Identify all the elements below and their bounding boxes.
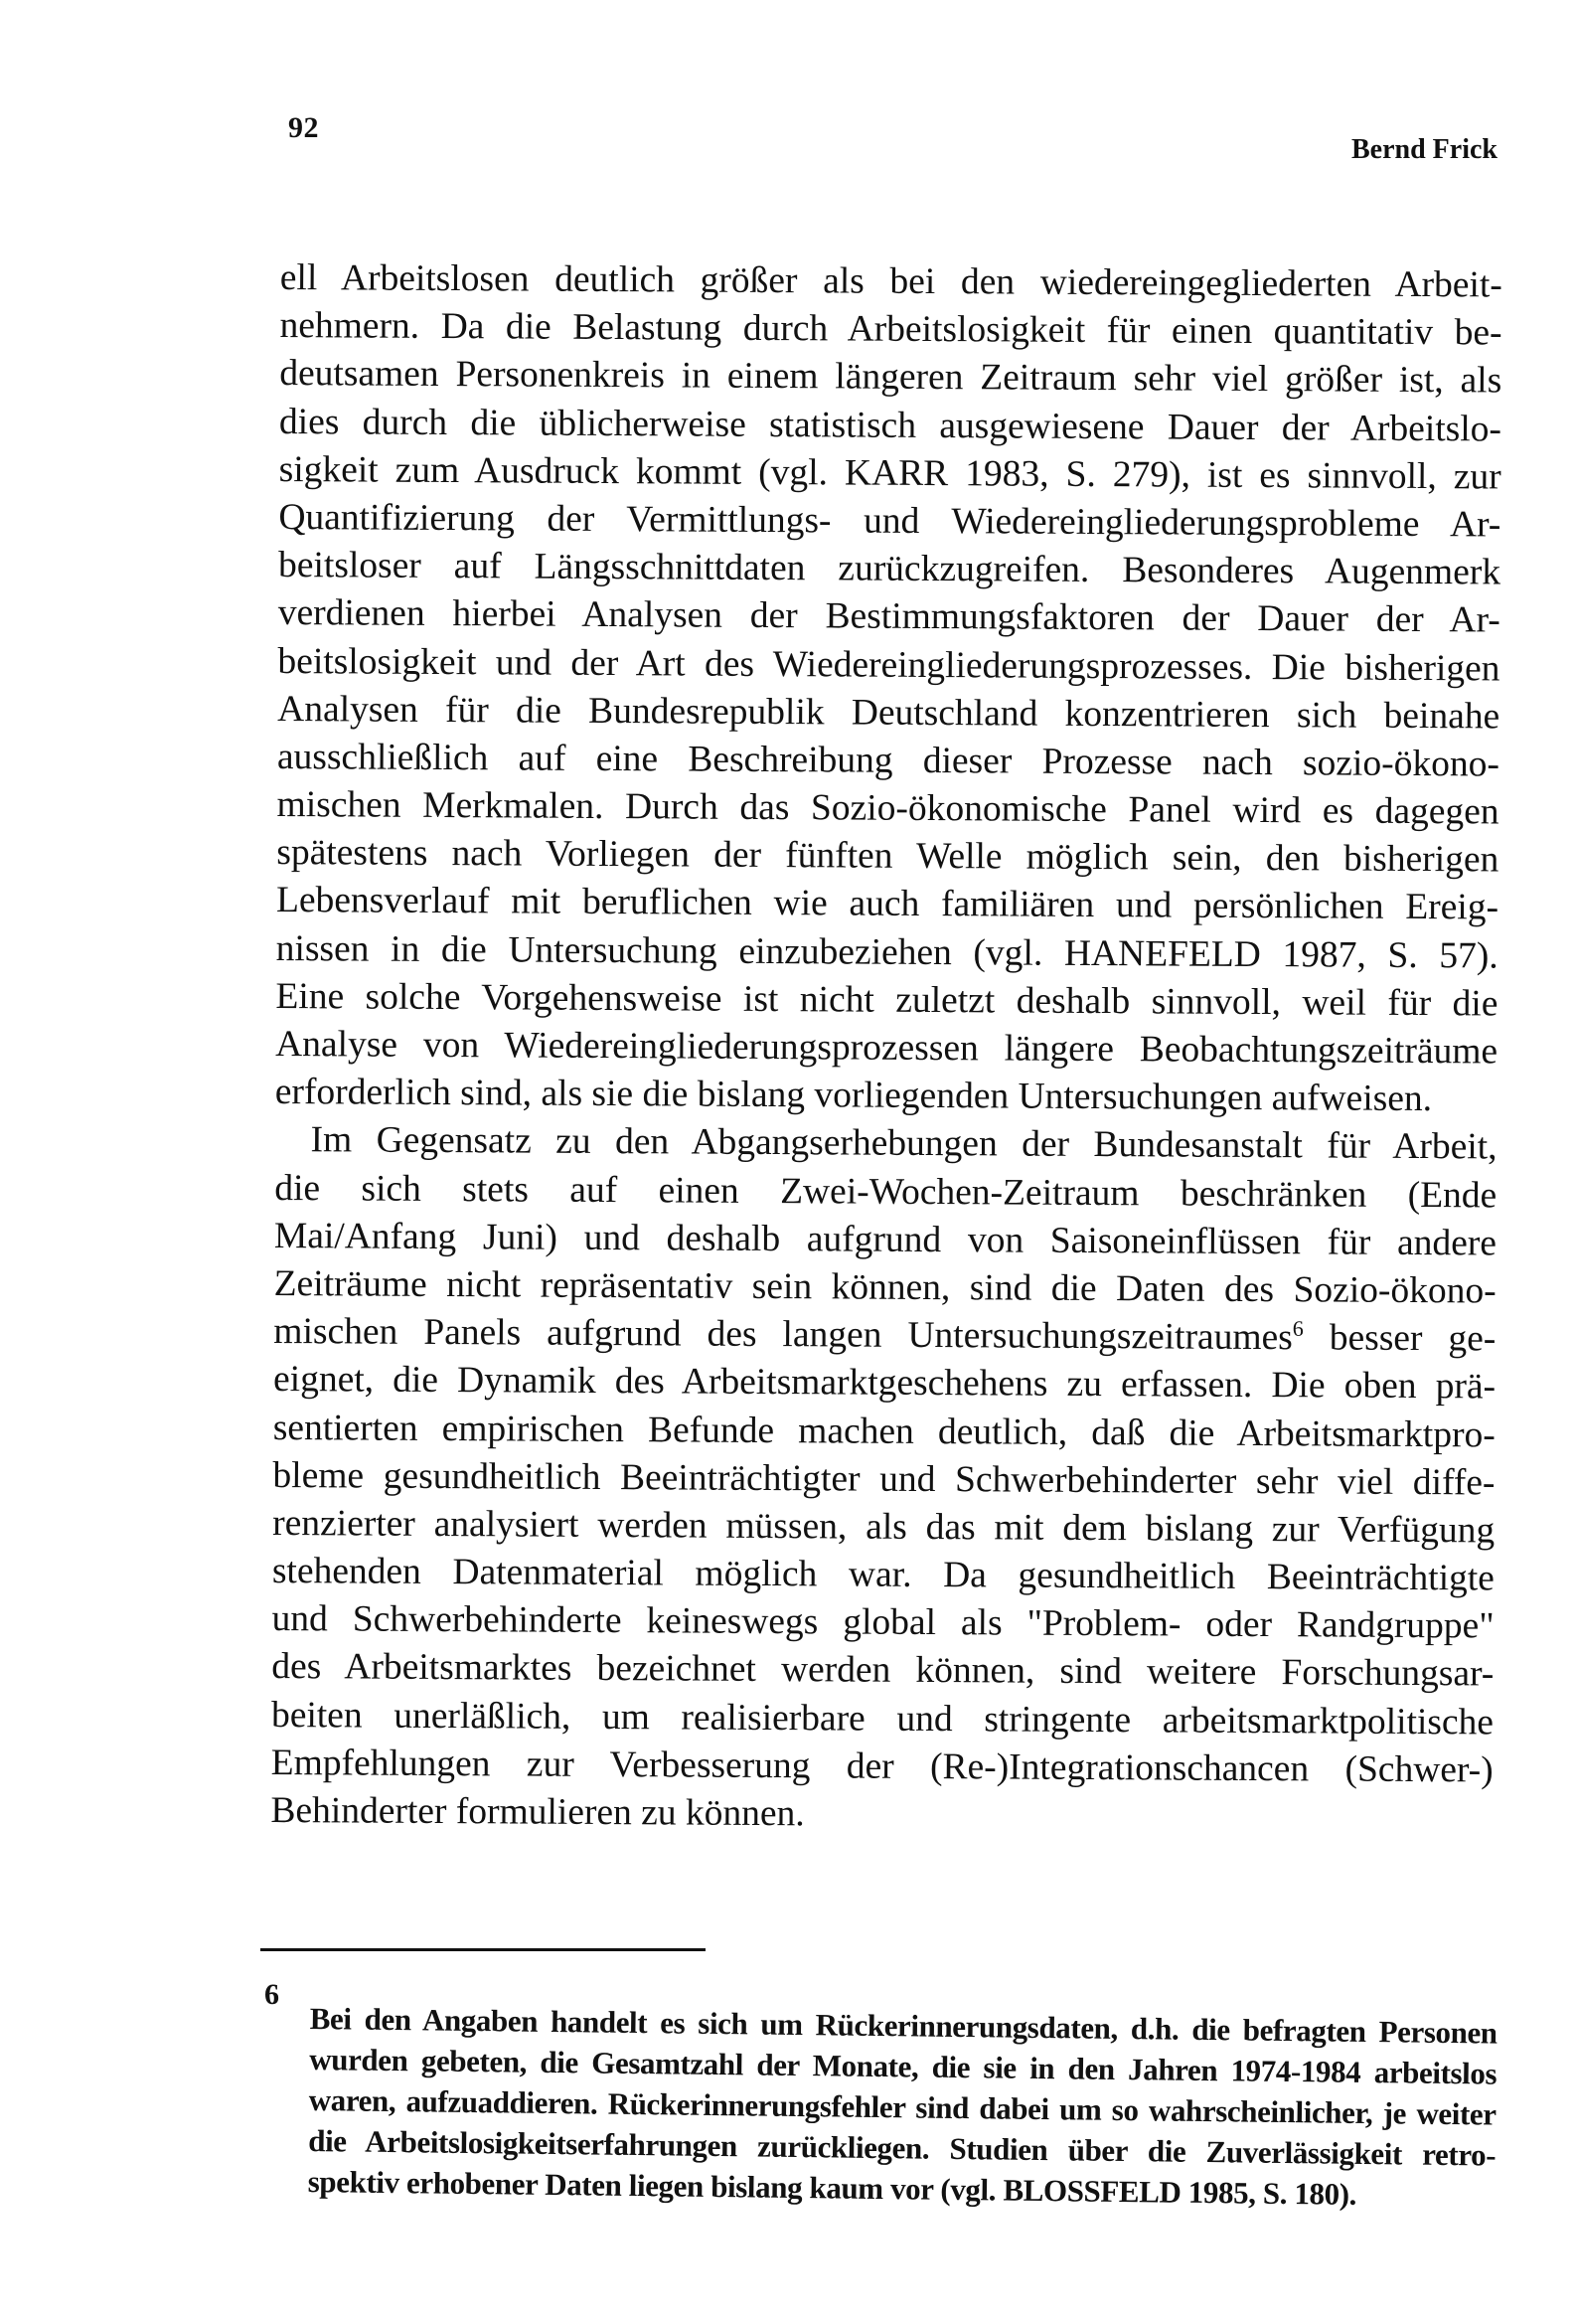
- body-line: dies durch die üblicherweise statistisch ausgewiesene Dauer der Arbeitslo-: [278, 401, 1502, 450]
- footnote-mark: 6: [264, 1978, 279, 2011]
- footnote: [307, 1998, 1497, 2217]
- body-line: nehmern. Da die Belastung durch Arbeitslosigkeit für einen quantitativ be-: [279, 305, 1502, 354]
- body-line: Lebensverlauf mit beruflichen wie auch familiären und persönlichen Ereig-: [275, 880, 1499, 928]
- body-line: des Arbeitsmarktes bezeichnet werden können, sind weitere Forschungsar-: [271, 1646, 1495, 1695]
- body-line: Behinderter formulieren zu können.: [270, 1789, 805, 1835]
- body-line-text: besser ge-: [1303, 1317, 1497, 1360]
- body-line: nissen in die Untersuchung einzubeziehen (vgl. HANEFELD 1987, S. 57).: [275, 927, 1498, 977]
- body-line: deutsamen Personenkreis in einem längeren Zeitraum sehr viel größer ist, als: [279, 353, 1502, 402]
- body-line: Zeiträume nicht repräsentativ sein können, sind die Daten des Sozio-ökono-: [273, 1262, 1497, 1312]
- footnote-line: Bei den Angaben handelt es sich um Rückerinnerungsdaten, d.h. die befragten Personen: [309, 2000, 1498, 2051]
- body-line: stehenden Datenmaterial möglich war. Da gesundheitlich Beeinträchtigte: [271, 1551, 1496, 1599]
- body-line: Quantifizierung der Vermittlungs- und Wiedereingliederungsprobleme Ar-: [278, 496, 1501, 546]
- footnote-line: wurden gebeten, die Gesamtzahl der Monate, die sie in den Jahren 1974-1984 arbeitslos: [309, 2041, 1498, 2091]
- body-line: Im Gegensatz zu den Abgangserhebungen der Bundesanstalt für Arbeit,: [310, 1119, 1498, 1168]
- body-line: sigkeit zum Ausdruck kommt (vgl. KARR 1983, S. 279), ist es sinnvoll, zur: [278, 448, 1501, 498]
- body-line-with-footnote-ref: [273, 1308, 1496, 1364]
- body-line-text: mischen Panels aufgrund des langen Untersuchungszeitraumes: [273, 1311, 1293, 1359]
- body-line: ell Arbeitslosen deutlich größer als bei den wiedereingegliederten Arbeit-: [279, 256, 1502, 306]
- body-line: eignet, die Dynamik des Arbeitsmarktgeschehens zu erfassen. Die oben prä-: [272, 1359, 1497, 1408]
- body-line: und Schwerbehinderte keineswegs global als "Problem- oder Randgruppe": [271, 1598, 1495, 1647]
- footnote-separator: [260, 1948, 706, 1951]
- body-line: Mai/Anfang Juni) und deshalb aufgrund von Saisoneinflüssen für andere: [273, 1215, 1498, 1264]
- body-line: beitsloser auf Längsschnittdaten zurückzugreifen. Besonderes Augenmerk: [277, 545, 1501, 593]
- body-line: sentierten empirischen Befunde machen deutlich, daß die Arbeitsmarktpro-: [272, 1407, 1496, 1455]
- body-line: Eine solche Vorgehensweise ist nicht zuletzt deshalb sinnvoll, weil für die: [275, 975, 1498, 1025]
- body-line: erforderlich sind, als sie die bislang vorliegenden Untersuchungen aufweisen.: [274, 1072, 1433, 1120]
- footnote-line: waren, aufzuaddieren. Rückerinnerungsfehler sind dabei um so wahrscheinlicher, je weiter: [308, 2081, 1497, 2132]
- body-line: bleme gesundheitlich Beeinträchtigter und Schwerbehinderter sehr viel diffe-: [272, 1454, 1496, 1504]
- body-line: renzierter analysiert werden müssen, als das mit dem bislang zur Verfügung: [272, 1502, 1496, 1552]
- body-line: mischen Merkmalen. Durch das Sozio-ökonomische Panel wird es dagegen: [276, 784, 1499, 833]
- body-line: Analyse von Wiedereingliederungsprozessen längere Beobachtungszeiträume: [275, 1023, 1498, 1073]
- body-line: Empfehlungen zur Verbesserung der (Re-)Integrationschancen (Schwer-): [270, 1742, 1494, 1791]
- body-line: Analysen für die Bundesrepublik Deutschland konzentrieren sich beinahe: [277, 688, 1500, 738]
- page-number: 92: [288, 111, 319, 144]
- body-line: verdienen hierbei Analysen der Bestimmungsfaktoren der Dauer der Ar-: [277, 592, 1500, 641]
- body-line: ausschließlich auf eine Beschreibung dieser Prozesse nach sozio-ökono-: [276, 736, 1500, 785]
- body-text: [270, 254, 1502, 1843]
- body-line: spätestens nach Vorliegen der fünften Welle möglich sein, den bisherigen: [276, 832, 1499, 881]
- footnote-line: die Arbeitslosigkeitserfahrungen zurückliegen. Studien über die Zuverlässigkeit retro-: [308, 2122, 1497, 2173]
- running-head: Bernd Frick: [1351, 134, 1498, 165]
- body-line: beitslosigkeit und der Art des Wiedereingliederungsprozesses. Die bisherigen: [277, 640, 1500, 690]
- footnote-line: spektiv erhobener Daten liegen bislang kaum vor (vgl. BLOSSFELD 1985, S. 180).: [307, 2163, 1357, 2212]
- footnote-reference: 6: [1292, 1315, 1304, 1341]
- body-line: die sich stets auf einen Zwei-Wochen-Zeitraum beschränken (Ende: [274, 1167, 1498, 1217]
- body-line: beiten unerläßlich, um realisierbare und stringente arbeitsmarktpolitische: [270, 1694, 1495, 1743]
